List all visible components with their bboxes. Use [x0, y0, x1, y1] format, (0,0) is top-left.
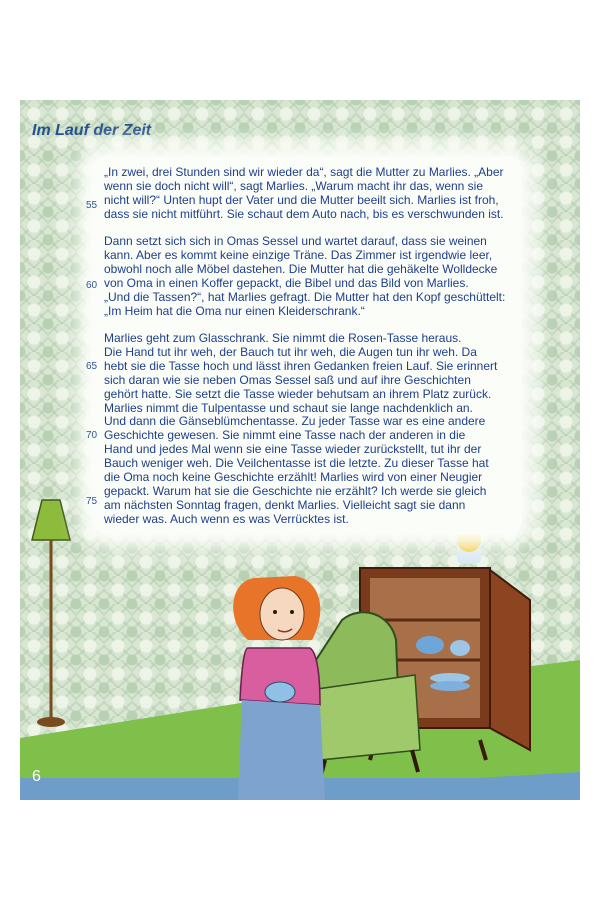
chapter-heading: Im Lauf der Zeit — [32, 122, 152, 139]
text-line: von Oma in einen Koffer gepackt, die Bibel und das Bild von Marlies. — [104, 275, 469, 290]
text-line: „Im Heim hat die Oma nur einen Kleiderschrank.“ — [104, 303, 365, 318]
line-number: 75 — [86, 496, 98, 507]
text-line: dass sie nicht mitführt. Sie schaut dem Auto nach, bis es verschwunden ist. — [104, 206, 504, 221]
text-line: kann. Aber es kommt keine einzige Träne. Das Zimmer ist irgendwie leer, — [104, 247, 493, 262]
text-line: Geschichte gewesen. Sie nimmt eine Tasse nach der anderen in die — [104, 428, 466, 443]
line-number: 70 — [86, 430, 98, 441]
storybook-page — [20, 100, 580, 800]
text-line: nicht will?“ Unten hupt der Vater und die Mutter beeilt sich. Marlies ist froh, — [104, 192, 499, 207]
text-line: gehört hatte. Sie setzt die Tasse wieder behutsam an ihrem Platz zurück. — [104, 386, 492, 401]
text-line: am nächsten Sonntag fragen, denkt Marlies. Vielleicht sagt sie dann — [104, 497, 466, 512]
text-line: wenn sie doch nicht will“, sagt Marlies. „Warum macht ihr das, wenn sie — [104, 178, 484, 193]
line-number: 65 — [86, 361, 98, 372]
line-number: 60 — [86, 280, 98, 291]
text-line: die Oma noch keine Geschichte erzählt! Marlies wird von einer Neugier — [104, 470, 483, 485]
text-line: Hand und jedes Mal wenn sie eine Tasse wieder zurückstellt, tut ihr der — [104, 442, 482, 457]
text-line: Marlies geht zum Glasschrank. Sie nimmt die Rosen-Tasse heraus. — [104, 331, 462, 345]
line-number: 55 — [86, 200, 98, 211]
text-line: Die Hand tut ihr weh, der Bauch tut ihr weh, die Augen tun ihr weh. Da — [104, 344, 477, 359]
text-line: obwohl noch alle Möbel dastehen. Die Mutter hat die gehäkelte Wolldecke — [104, 261, 498, 276]
text-line: Marlies nimmt die Tulpentasse und schaut sie lange nachdenklich an. — [104, 400, 473, 415]
story-paragraph-2 — [104, 235, 512, 318]
page-number: 6 — [32, 768, 41, 785]
text-line: Bauch weniger weh. Die Veilchentasse ist die letzte. Zu dieser Tasse hat — [104, 456, 489, 471]
story-paragraph-1 — [104, 166, 512, 222]
text-line: gepackt. Warum hat sie die Geschichte nie erzählt? Ich werde sie gleich — [104, 483, 487, 498]
text-line: Dann setzt sich sich in Omas Sessel und wartet darauf, dass sie weinen — [104, 234, 487, 248]
text-line: sich daran wie sie neben Omas Sessel saß und auf ihre Geschichten — [104, 372, 471, 387]
girl-illustration — [233, 576, 325, 800]
story-paragraph-3 — [104, 332, 512, 527]
text-line: wieder was. Auch wenn es was Verrücktes ist. — [104, 511, 349, 526]
floor-lamp-illustration — [32, 500, 70, 727]
text-line: „In zwei, drei Stunden sind wir wieder da“, sagt die Mutter zu Marlies. „Aber — [104, 165, 504, 179]
text-line: Und dann die Gänseblümchentasse. Zu jeder Tasse war es eine andere — [104, 414, 486, 429]
text-line: „Und die Tassen?“, hat Marlies gefragt. Die Mutter hat den Kopf geschüttelt: — [104, 289, 506, 304]
text-line: hebt sie die Tasse hoch und lässt ihren Gedanken freien Lauf. Sie erinnert — [104, 358, 498, 373]
